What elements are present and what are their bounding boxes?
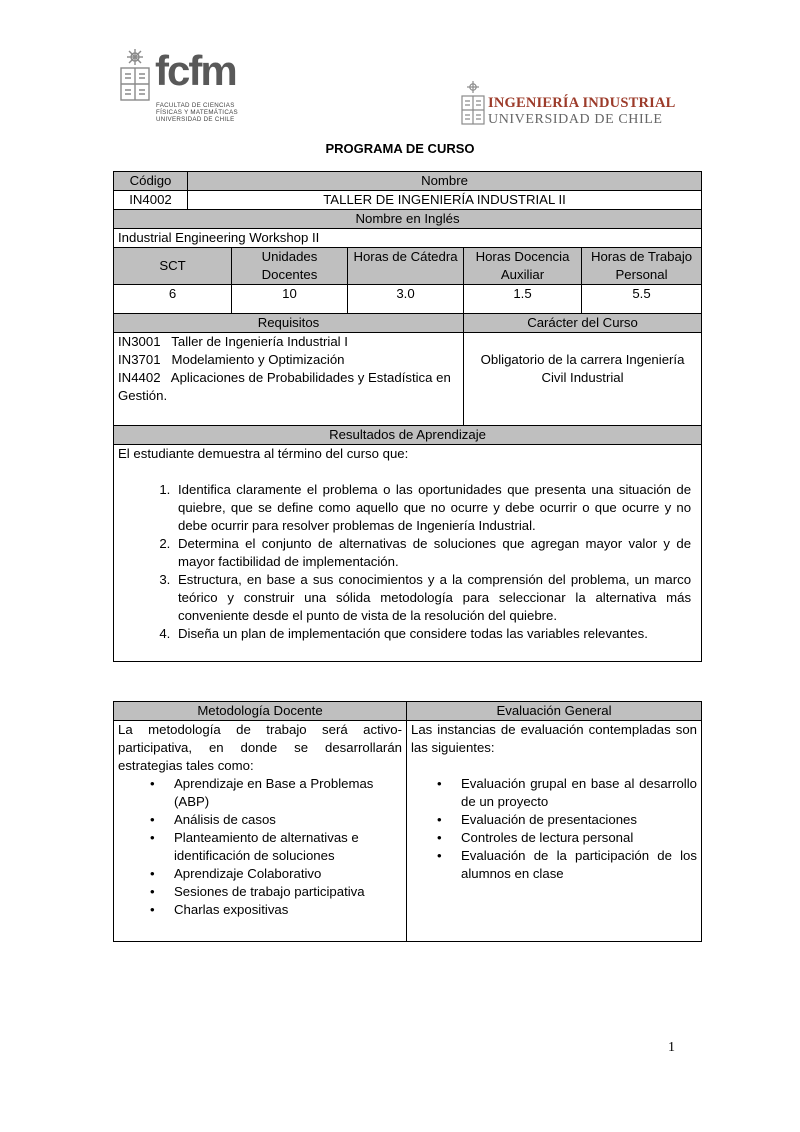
credits-header-sct: SCT — [114, 248, 232, 285]
credits-header-auxiliary-hours: Horas Docencia Auxiliar — [464, 248, 582, 285]
university-seal-icon — [118, 48, 152, 108]
course-code: IN4002 — [114, 191, 188, 210]
credits-lecture-hours: 3.0 — [348, 285, 464, 314]
methodology-content — [114, 721, 407, 942]
fcfm-logo-subtitle: FACULTAD DE CIENCIAS FÍSICAS Y MATEMÁTICAS UNIVERSIDAD DE CHILE — [156, 102, 238, 123]
table-row — [114, 229, 702, 248]
requirements-list — [114, 333, 464, 426]
evaluation-header: Evaluación General — [407, 702, 702, 721]
table-row — [114, 333, 702, 426]
table-row — [114, 314, 702, 333]
learning-outcomes-list — [118, 481, 691, 643]
table-row — [114, 172, 702, 191]
table-row — [114, 210, 702, 229]
table-row — [114, 445, 702, 662]
evaluation-content — [407, 721, 702, 942]
list-item: 3. Estructura, en base a sus conocimientos y a la comprensión del problema, un marco teórico y construir una sólida metodología para seleccionar la alternativa más conveniente desde el punto de vista de la resolución del quiebre. — [174, 571, 691, 625]
methodology-evaluation-table — [113, 701, 702, 942]
list-item: • Controles de lectura personal — [461, 829, 697, 847]
requirements-header: Requisitos — [114, 314, 464, 333]
name-header: Nombre — [188, 172, 702, 191]
evaluation-intro: Las instancias de evaluación contempladas son las siguientes: — [411, 722, 697, 755]
page-title: PROGRAMA DE CURSO — [325, 141, 475, 156]
learning-outcomes-content — [114, 445, 702, 662]
list-item: • Evaluación de presentaciones — [461, 811, 697, 829]
department-seal-icon — [460, 80, 486, 128]
department-name: INGENIERÍA INDUSTRIAL — [488, 95, 676, 111]
industrial-engineering-logo — [458, 78, 688, 130]
english-name-header: Nombre en Inglés — [114, 210, 702, 229]
credits-auxiliary-hours: 1.5 — [464, 285, 582, 314]
list-item: • Evaluación de la participación de los alumnos en clase — [461, 847, 697, 883]
course-character: Obligatorio de la carrera Ingeniería Civil Industrial — [464, 333, 702, 426]
list-item: • Aprendizaje Colaborativo — [174, 865, 402, 883]
english-name: Industrial Engineering Workshop II — [114, 229, 702, 248]
list-item: • Planteamiento de alternativas e identificación de soluciones — [174, 829, 402, 865]
methodology-intro: La metodología de trabajo será activo-participativa, en donde se desarrollarán estrategias tales como: — [118, 722, 402, 773]
list-item: • Sesiones de trabajo participativa — [174, 883, 402, 901]
table-row — [114, 191, 702, 210]
fcfm-logo-text: fcfm — [155, 47, 236, 94]
credits-header-units: Unidades Docentes — [232, 248, 348, 285]
learning-outcomes-intro: El estudiante demuestra al término del curso que: — [118, 446, 409, 461]
list-item: 4. Diseña un plan de implementación que considere todas las variables relevantes. — [174, 625, 691, 643]
list-item: 2. Determina el conjunto de alternativas de soluciones que agregan mayor valor y de mayor factibilidad de implementación. — [174, 535, 691, 571]
fcfm-logo — [118, 44, 248, 130]
credits-units: 10 — [232, 285, 348, 314]
credits-sct: 6 — [114, 285, 232, 314]
credits-header-lecture-hours: Horas de Cátedra — [348, 248, 464, 285]
list-item: 1. Identifica claramente el problema o las oportunidades que presenta una situación de quiebre, que se define como aquello que no ocurre y debe ocurrir o que ocurre y no debe ocurrir para resolver problemas de Ingeniería Industrial. — [174, 481, 691, 535]
credits-personal-hours: 5.5 — [582, 285, 702, 314]
requirement-item: IN3001 Taller de Ingeniería Industrial I — [118, 334, 348, 349]
table-row — [114, 702, 702, 721]
list-item: • Análisis de casos — [174, 811, 402, 829]
list-item: • Charlas expositivas — [174, 901, 402, 919]
methodology-list — [118, 775, 402, 919]
list-item: • Evaluación grupal en base al desarrollo de un proyecto — [461, 775, 697, 811]
code-header: Código — [114, 172, 188, 191]
requirement-item: IN4402 Aplicaciones de Probabilidades y Estadística en Gestión. — [118, 370, 455, 403]
learning-outcomes-header: Resultados de Aprendizaje — [114, 426, 702, 445]
table-row — [114, 426, 702, 445]
course-name: TALLER DE INGENIERÍA INDUSTRIAL II — [188, 191, 702, 210]
requirement-item: IN3701 Modelamiento y Optimización — [118, 352, 345, 367]
page-number: 1 — [668, 1040, 675, 1055]
list-item: • Aprendizaje en Base a Problemas (ABP) — [174, 775, 402, 811]
methodology-header: Metodología Docente — [114, 702, 407, 721]
course-character-header: Carácter del Curso — [464, 314, 702, 333]
table-row — [114, 248, 702, 285]
table-row — [114, 721, 702, 942]
table-row — [114, 285, 702, 314]
evaluation-list — [411, 775, 697, 883]
credits-header-personal-hours: Horas de Trabajo Personal — [582, 248, 702, 285]
course-info-table — [113, 171, 702, 662]
university-name: UNIVERSIDAD DE CHILE — [488, 112, 663, 127]
